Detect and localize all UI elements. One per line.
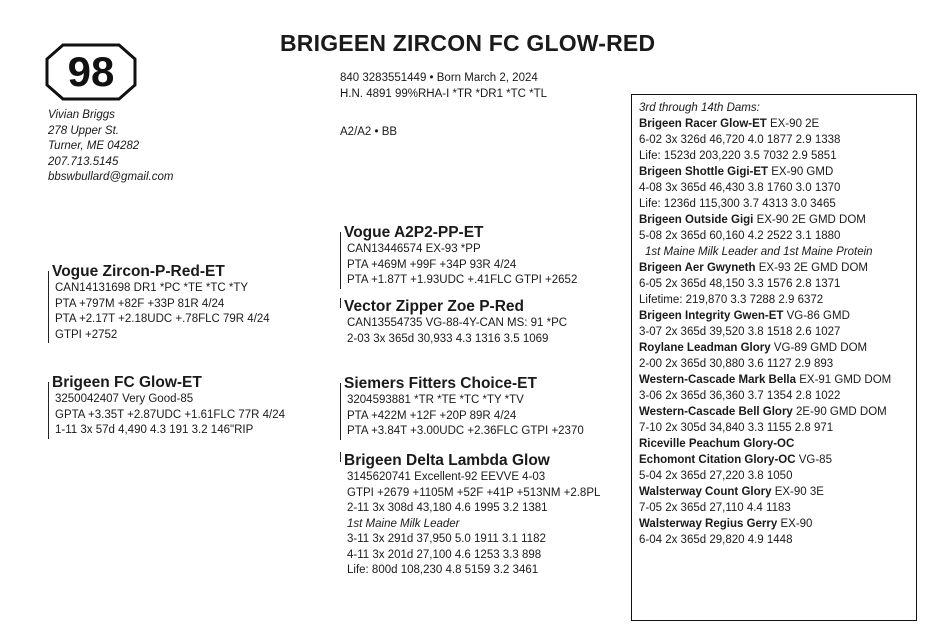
dam-of-sire-block: [340, 298, 567, 347]
dam-entry: [639, 308, 916, 324]
dam-record-line: 1st Maine Milk Leader and 1st Maine Protein: [645, 246, 873, 258]
dam-entry-name: Brigeen Integrity Gwen-ET: [639, 310, 784, 322]
animal-record-line: PTA +2.17T +2.18UDC +.78FLC 79R 4/24: [55, 313, 270, 325]
dam-entry: [639, 212, 916, 228]
animal-record-line: PTA +3.84T +3.00UDC +2.36FLC GTPI +2370: [347, 425, 584, 437]
animal-record-line: CAN13554735 VG-88-4Y-CAN MS: 91 *PC: [347, 317, 568, 329]
dam-entry-name: Western-Cascade Bell Glory: [639, 406, 793, 418]
dam-entry-classification: EX-90 GMD: [768, 166, 834, 178]
registration-line-1: 840 3283551449 • Born March 2, 2024: [340, 72, 538, 84]
dam-entry-name: Roylane Leadman Glory: [639, 342, 771, 354]
animal-record-line: CAN14131698 DR1 *PC *TE *TC *TY: [55, 282, 249, 294]
pedigree-bracket-line: [48, 382, 49, 439]
animal-name: Siemers Fitters Choice-ET: [344, 375, 537, 392]
dam-entry-classification: EX-91 GMD DOM: [796, 374, 892, 386]
consignor-line: 278 Upper St.: [48, 124, 119, 137]
sire-block: [48, 263, 270, 343]
dam-record-line: 3-07 2x 365d 39,520 3.8 1518 2.6 1027: [639, 326, 841, 338]
pedigree-bracket-line: [340, 452, 341, 462]
animal-record-line: CAN13446574 EX-93 *PP: [347, 243, 481, 255]
dam-record-line: Life: 1523d 203,220 3.5 7032 2.9 5851: [639, 150, 837, 162]
dam-record-line: 3-06 2x 365d 36,360 3.7 1354 2.8 1022: [639, 390, 841, 402]
animal-record-line: 2-11 3x 308d 43,180 4.6 1995 3.2 1381: [347, 502, 548, 514]
dam-entry-classification: EX-93 2E GMD DOM: [755, 262, 868, 274]
dam-entry: [639, 116, 916, 132]
animal-record-line: Life: 800d 108,230 4.8 5159 3.2 3461: [347, 564, 539, 576]
dam-record-line: 6-05 2x 365d 48,150 3.3 1576 2.8 1371: [639, 278, 841, 290]
dam-entry-name: Brigeen Outside Gigi: [639, 214, 754, 226]
dam-record-line: Lifetime: 219,870 3.3 7288 2.9 6372: [639, 294, 824, 306]
dam-entry: [639, 484, 916, 500]
pedigree-bracket-line: [340, 383, 341, 440]
dam-block: [48, 374, 285, 439]
dam-entry: [639, 436, 916, 452]
animal-name: Brigeen Delta Lambda Glow: [344, 452, 550, 469]
animal-name: Vector Zipper Zoe P-Red: [344, 298, 525, 315]
animal-name: Vogue A2P2-PP-ET: [344, 224, 484, 241]
registration-line-2: H.N. 4891 99%RHA-I *TR *DR1 *TC *TL: [340, 88, 548, 100]
animal-record-line: 4-11 3x 201d 27,100 4.6 1253 3.3 898: [347, 548, 542, 561]
pedigree-bracket-line: [340, 232, 341, 289]
animal-name: Vogue Zircon-P-Red-ET: [52, 263, 225, 280]
dam-entry-classification: VG-86 GMD: [783, 310, 850, 322]
dam-entry-name: Echomont Citation Glory-OC: [639, 454, 796, 466]
pedigree-bracket-line: [48, 271, 49, 343]
dam-entry-classification: EX-90 2E: [766, 118, 820, 130]
dam-entry-classification: EX-90 3E: [771, 486, 824, 498]
animal-record-line: GTPI +2752: [55, 328, 118, 341]
sire-of-sire-block: [340, 224, 577, 289]
dam-entry: [639, 452, 916, 468]
dam-record-line: 2-00 2x 365d 30,880 3.6 1127 2.9 893: [639, 358, 834, 370]
dam-record-line: 7-10 2x 305d 34,840 3.3 1155 2.8 971: [639, 422, 834, 434]
dam-entry-name: Riceville Peachum Glory-OC: [639, 438, 795, 450]
dam-entry: [639, 404, 916, 420]
page-title: BRIGEEN ZIRCON FC GLOW-RED: [280, 30, 656, 56]
dam-entry-classification: VG-85: [795, 454, 832, 466]
dam-entry-name: Walsterway Count Glory: [639, 486, 772, 498]
dam-entry-name: Walsterway Regius Gerry: [639, 518, 778, 530]
dams-box-heading: 3rd through 14th Dams:: [639, 102, 760, 114]
dam-entry: [639, 260, 916, 276]
animal-record-line: 3204593881 *TR *TE *TC *TY *TV: [347, 394, 524, 406]
animal-record-line: 1st Maine Milk Leader: [347, 517, 460, 530]
dam-record-line: 5-04 2x 365d 27,220 3.8 1050: [639, 470, 793, 482]
animal-record-line: PTA +422M +12F +20P 89R 4/24: [347, 409, 517, 422]
registration-info: [340, 70, 547, 102]
dam-entry-classification: EX-90: [777, 518, 813, 530]
animal-record-line: 1-11 3x 57d 4,490 4.3 191 3.2 146"RIP: [55, 424, 254, 436]
dam-entry-name: Brigeen Aer Gwyneth: [639, 262, 756, 274]
dam-record-line: Life: 1236d 115,300 3.7 4313 3.0 3465: [639, 198, 836, 210]
animal-record-line: GPTA +3.35T +2.87UDC +1.61FLC 77R 4/24: [55, 408, 286, 421]
dam-entry-classification: EX-90 2E GMD DOM: [753, 214, 866, 226]
animal-record-line: 3250042407 Very Good-85: [55, 393, 194, 405]
animal-name: Brigeen FC Glow-ET: [52, 374, 202, 391]
consignor-line: Vivian Briggs: [48, 109, 115, 121]
dam-record-line: 4-08 3x 365d 46,430 3.8 1760 3.0 1370: [639, 182, 841, 194]
dam-entry-classification: VG-89 GMD DOM: [770, 342, 868, 354]
dam-entry-name: Brigeen Racer Glow-ET: [639, 118, 767, 130]
consignor-line: bbswbullard@gmail.com: [48, 171, 174, 183]
dam-record-line: 6-02 3x 326d 46,720 4.0 1877 2.9 1338: [639, 134, 841, 146]
maternal-granddam-block: [340, 452, 600, 579]
dam-record-line: 7-05 2x 365d 27,110 4.4 1183: [639, 502, 791, 514]
lot-number-badge: [45, 43, 137, 101]
dam-entry: [639, 164, 916, 180]
consignor-line: Turner, ME 04282: [48, 140, 140, 152]
dam-record-line: 6-04 2x 365d 29,820 4.9 1448: [639, 534, 793, 546]
consignor-line: 207.713.5145: [48, 155, 119, 168]
animal-record-line: 3-11 3x 291d 37,950 5.0 1911 3.1 1182: [347, 533, 546, 545]
animal-record-line: 3145620741 Excellent-92 EEVVE 4-03: [347, 471, 546, 483]
dams-box: [631, 94, 917, 621]
lot-number: 98: [67, 48, 115, 95]
dam-entry: [639, 340, 916, 356]
animal-record-line: PTA +469M +99F +34P 93R 4/24: [347, 258, 517, 271]
animal-record-line: PTA +797M +82F +33P 81R 4/24: [55, 297, 225, 310]
dam-entry-name: Brigeen Shottle Gigi-ET: [639, 166, 769, 178]
animal-record-line: GTPI +2679 +1105M +52F +41P +513NM +2.8PL: [347, 486, 601, 499]
dam-record-line: 5-08 2x 365d 60,160 4.2 2522 3.1 1880: [639, 230, 841, 242]
dam-entry-name: Western-Cascade Mark Bella: [639, 374, 797, 386]
dam-entry-classification: 2E-90 GMD DOM: [792, 406, 887, 418]
genes-info: A2/A2 • BB: [340, 126, 398, 138]
consignor-info: [48, 108, 173, 186]
dam-entry: [639, 516, 916, 532]
animal-record-line: 2-03 3x 365d 30,933 4.3 1316 3.5 1069: [347, 332, 549, 345]
animal-record-line: PTA +1.87T +1.93UDC +.41FLC GTPI +2652: [347, 274, 578, 286]
maternal-grandsire-block: [340, 375, 584, 440]
dam-entry: [639, 372, 916, 388]
pedigree-bracket-line: [340, 298, 341, 308]
